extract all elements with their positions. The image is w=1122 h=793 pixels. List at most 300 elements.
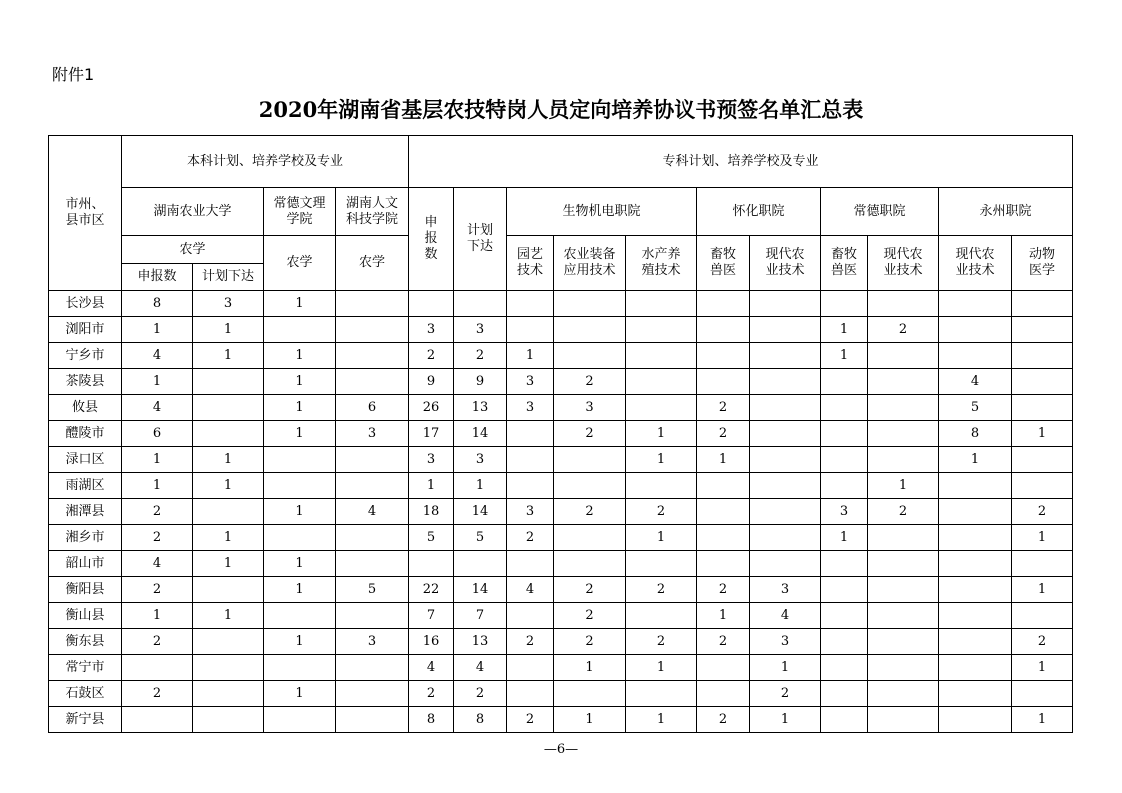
value-cell: 18 <box>409 499 454 525</box>
value-cell <box>939 603 1012 629</box>
value-cell: 2 <box>868 317 939 343</box>
value-cell <box>697 655 750 681</box>
table-row <box>49 629 1073 655</box>
value-cell: 2 <box>554 603 626 629</box>
value-cell: 3 <box>336 421 409 447</box>
value-cell <box>821 395 868 421</box>
value-cell: 2 <box>454 681 507 707</box>
value-cell <box>336 603 409 629</box>
value-cell <box>454 551 507 577</box>
value-cell <box>868 525 939 551</box>
value-cell: 1 <box>626 655 697 681</box>
value-cell: 4 <box>507 577 554 603</box>
value-cell: 1 <box>697 447 750 473</box>
value-cell: 2 <box>626 629 697 655</box>
value-cell <box>507 603 554 629</box>
value-cell: 1 <box>193 551 264 577</box>
value-cell <box>868 291 939 317</box>
value-cell <box>193 421 264 447</box>
value-cell: 4 <box>454 655 507 681</box>
table-row <box>49 395 1073 421</box>
value-cell: 2 <box>409 681 454 707</box>
value-cell: 3 <box>454 317 507 343</box>
value-cell <box>193 395 264 421</box>
value-cell <box>336 447 409 473</box>
value-cell <box>939 317 1012 343</box>
value-cell <box>336 681 409 707</box>
value-cell: 1 <box>750 707 821 733</box>
table-row <box>49 291 1073 317</box>
value-cell: 2 <box>454 343 507 369</box>
header-changde-wenli: 常德文理 学院 <box>264 188 336 236</box>
value-cell <box>1012 395 1073 421</box>
value-cell <box>868 577 939 603</box>
page-title: 2020年湖南省基层农技特岗人员定向培养协议书预签名单汇总表 <box>258 97 864 122</box>
value-cell <box>939 655 1012 681</box>
value-cell <box>939 291 1012 317</box>
value-cell: 1 <box>868 473 939 499</box>
table-row <box>49 603 1073 629</box>
value-cell <box>454 291 507 317</box>
value-cell <box>336 525 409 551</box>
value-cell: 7 <box>409 603 454 629</box>
value-cell <box>821 577 868 603</box>
value-cell: 1 <box>193 603 264 629</box>
value-cell: 1 <box>122 447 193 473</box>
value-cell <box>626 291 697 317</box>
value-cell: 2 <box>697 629 750 655</box>
value-cell: 1 <box>626 707 697 733</box>
value-cell <box>626 395 697 421</box>
value-cell <box>507 473 554 499</box>
value-cell <box>409 291 454 317</box>
value-cell: 2 <box>507 629 554 655</box>
value-cell: 1 <box>1012 421 1073 447</box>
value-cell <box>821 473 868 499</box>
value-cell: 1 <box>264 499 336 525</box>
value-cell: 3 <box>507 499 554 525</box>
value-cell <box>626 551 697 577</box>
value-cell: 1 <box>1012 707 1073 733</box>
table-row <box>49 707 1073 733</box>
region-cell: 衡东县 <box>49 629 122 655</box>
value-cell: 2 <box>122 681 193 707</box>
value-cell: 17 <box>409 421 454 447</box>
header-agronomy-changde: 农学 <box>264 236 336 291</box>
value-cell: 9 <box>454 369 507 395</box>
value-cell: 1 <box>554 707 626 733</box>
value-cell: 2 <box>554 629 626 655</box>
value-cell: 3 <box>409 447 454 473</box>
value-cell: 1 <box>626 421 697 447</box>
value-cell: 2 <box>507 525 554 551</box>
table-row <box>49 447 1073 473</box>
value-cell <box>193 655 264 681</box>
value-cell: 1 <box>264 395 336 421</box>
value-cell: 2 <box>409 343 454 369</box>
value-cell <box>868 447 939 473</box>
value-cell <box>750 473 821 499</box>
header-cd-vet: 畜牧 兽医 <box>821 236 868 291</box>
value-cell <box>939 525 1012 551</box>
header-hunan-agri-univ: 湖南农业大学 <box>122 188 264 236</box>
region-cell: 湘潭县 <box>49 499 122 525</box>
value-cell <box>554 473 626 499</box>
value-cell <box>554 551 626 577</box>
value-cell: 2 <box>122 629 193 655</box>
table-row <box>49 551 1073 577</box>
value-cell <box>336 551 409 577</box>
value-cell: 4 <box>939 369 1012 395</box>
value-cell <box>939 473 1012 499</box>
value-cell: 5 <box>409 525 454 551</box>
value-cell: 2 <box>750 681 821 707</box>
region-cell: 新宁县 <box>49 707 122 733</box>
value-cell <box>750 317 821 343</box>
value-cell <box>697 343 750 369</box>
table-row <box>49 499 1073 525</box>
region-cell: 韶山市 <box>49 551 122 577</box>
value-cell: 2 <box>626 577 697 603</box>
value-cell <box>750 291 821 317</box>
value-cell <box>626 473 697 499</box>
value-cell <box>750 395 821 421</box>
value-cell <box>697 525 750 551</box>
region-cell: 长沙县 <box>49 291 122 317</box>
value-cell <box>336 343 409 369</box>
value-cell: 2 <box>868 499 939 525</box>
value-cell <box>507 421 554 447</box>
value-cell <box>507 317 554 343</box>
value-cell: 14 <box>454 499 507 525</box>
value-cell: 22 <box>409 577 454 603</box>
value-cell: 6 <box>336 395 409 421</box>
table-row <box>49 681 1073 707</box>
value-cell <box>554 343 626 369</box>
value-cell <box>1012 447 1073 473</box>
value-cell <box>821 629 868 655</box>
value-cell: 1 <box>122 317 193 343</box>
region-cell: 茶陵县 <box>49 369 122 395</box>
header-school-bio: 生物机电职院 <box>507 188 697 236</box>
value-cell: 1 <box>454 473 507 499</box>
header-school-huaihua: 怀化职院 <box>697 188 821 236</box>
value-cell <box>193 369 264 395</box>
value-cell <box>193 629 264 655</box>
value-cell: 2 <box>122 577 193 603</box>
value-cell <box>939 707 1012 733</box>
value-cell <box>750 525 821 551</box>
value-cell <box>697 499 750 525</box>
region-cell: 衡阳县 <box>49 577 122 603</box>
value-cell: 1 <box>939 447 1012 473</box>
header-bio-aquaculture: 水产养 殖技术 <box>626 236 697 291</box>
value-cell <box>409 551 454 577</box>
header-hunan-renwen: 湖南人文 科技学院 <box>336 188 409 236</box>
value-cell <box>264 707 336 733</box>
value-cell <box>626 603 697 629</box>
value-cell: 2 <box>554 577 626 603</box>
value-cell: 1 <box>122 369 193 395</box>
value-cell <box>868 343 939 369</box>
value-cell <box>821 681 868 707</box>
value-cell <box>122 707 193 733</box>
table-row <box>49 421 1073 447</box>
value-cell: 1 <box>193 447 264 473</box>
value-cell: 2 <box>1012 629 1073 655</box>
value-cell: 3 <box>750 629 821 655</box>
value-cell <box>750 499 821 525</box>
region-cell: 常宁市 <box>49 655 122 681</box>
value-cell: 26 <box>409 395 454 421</box>
value-cell <box>750 343 821 369</box>
value-cell <box>336 473 409 499</box>
value-cell <box>122 655 193 681</box>
header-cd-modern-agri: 现代农 业技术 <box>868 236 939 291</box>
value-cell: 8 <box>409 707 454 733</box>
region-cell: 浏阳市 <box>49 317 122 343</box>
value-cell <box>939 499 1012 525</box>
value-cell: 8 <box>454 707 507 733</box>
value-cell: 1 <box>264 291 336 317</box>
value-cell <box>1012 343 1073 369</box>
value-cell <box>868 395 939 421</box>
value-cell: 2 <box>697 421 750 447</box>
value-cell: 2 <box>1012 499 1073 525</box>
header-yz-modern-agri: 现代农 业技术 <box>939 236 1012 291</box>
header-bio-horticulture: 园艺 技术 <box>507 236 554 291</box>
value-cell: 1 <box>1012 577 1073 603</box>
value-cell <box>1012 369 1073 395</box>
header-ug-plan: 计划下达 <box>193 264 264 291</box>
attachment-label: 附件1 <box>52 65 95 84</box>
value-cell: 4 <box>750 603 821 629</box>
header-agronomy: 农学 <box>122 236 264 264</box>
value-cell: 1 <box>193 343 264 369</box>
value-cell: 14 <box>454 421 507 447</box>
value-cell <box>939 343 1012 369</box>
value-cell <box>697 317 750 343</box>
value-cell: 1 <box>821 317 868 343</box>
value-cell <box>507 291 554 317</box>
value-cell: 2 <box>554 369 626 395</box>
value-cell: 1 <box>122 473 193 499</box>
value-cell <box>821 603 868 629</box>
table-row <box>49 525 1073 551</box>
value-cell <box>626 681 697 707</box>
header-col-apply: 申 报 数 <box>409 188 454 291</box>
value-cell <box>697 369 750 395</box>
header-college-group: 专科计划、培养学校及专业 <box>409 136 1073 188</box>
value-cell <box>750 369 821 395</box>
value-cell: 2 <box>626 499 697 525</box>
value-cell <box>750 447 821 473</box>
value-cell: 4 <box>409 655 454 681</box>
value-cell: 4 <box>122 343 193 369</box>
value-cell <box>1012 551 1073 577</box>
value-cell: 1 <box>264 343 336 369</box>
value-cell: 2 <box>554 421 626 447</box>
value-cell: 2 <box>507 707 554 733</box>
header-agronomy-renwen: 农学 <box>336 236 409 291</box>
value-cell <box>193 499 264 525</box>
header-school-yongzhou: 永州职院 <box>939 188 1073 236</box>
value-cell <box>821 707 868 733</box>
value-cell <box>697 681 750 707</box>
value-cell <box>336 291 409 317</box>
value-cell: 1 <box>264 629 336 655</box>
table-row <box>49 317 1073 343</box>
value-cell: 1 <box>264 577 336 603</box>
value-cell <box>821 291 868 317</box>
value-cell: 1 <box>750 655 821 681</box>
value-cell <box>939 577 1012 603</box>
table-row <box>49 369 1073 395</box>
value-cell <box>868 707 939 733</box>
header-region: 市州、 县市区 <box>49 136 122 291</box>
value-cell: 7 <box>454 603 507 629</box>
table-row <box>49 577 1073 603</box>
value-cell <box>626 369 697 395</box>
page-number: —6— <box>543 742 579 757</box>
value-cell: 1 <box>264 421 336 447</box>
value-cell <box>821 447 868 473</box>
value-cell <box>264 525 336 551</box>
value-cell <box>336 317 409 343</box>
value-cell <box>626 317 697 343</box>
value-cell <box>193 577 264 603</box>
table-row <box>49 343 1073 369</box>
value-cell: 1 <box>409 473 454 499</box>
value-cell: 8 <box>939 421 1012 447</box>
value-cell: 1 <box>1012 525 1073 551</box>
value-cell: 3 <box>193 291 264 317</box>
value-cell: 13 <box>454 629 507 655</box>
header-bio-equipment: 农业装备 应用技术 <box>554 236 626 291</box>
value-cell <box>939 551 1012 577</box>
value-cell: 3 <box>336 629 409 655</box>
header-yz-animal-med: 动物 医学 <box>1012 236 1073 291</box>
value-cell: 1 <box>554 655 626 681</box>
value-cell: 13 <box>454 395 507 421</box>
value-cell <box>868 551 939 577</box>
value-cell <box>264 655 336 681</box>
value-cell <box>507 447 554 473</box>
value-cell: 2 <box>697 707 750 733</box>
region-cell: 宁乡市 <box>49 343 122 369</box>
value-cell: 5 <box>336 577 409 603</box>
value-cell: 2 <box>122 525 193 551</box>
value-cell: 1 <box>1012 655 1073 681</box>
value-cell: 1 <box>626 525 697 551</box>
value-cell <box>821 369 868 395</box>
value-cell <box>750 421 821 447</box>
value-cell: 14 <box>454 577 507 603</box>
value-cell: 3 <box>554 395 626 421</box>
value-cell: 2 <box>554 499 626 525</box>
header-col-plan: 计划 下达 <box>454 188 507 291</box>
value-cell <box>939 629 1012 655</box>
value-cell: 1 <box>507 343 554 369</box>
value-cell <box>1012 473 1073 499</box>
value-cell <box>821 655 868 681</box>
value-cell <box>697 551 750 577</box>
value-cell: 3 <box>821 499 868 525</box>
value-cell: 4 <box>122 551 193 577</box>
header-ug-apply: 申报数 <box>122 264 193 291</box>
value-cell: 3 <box>750 577 821 603</box>
value-cell <box>1012 291 1073 317</box>
value-cell: 4 <box>336 499 409 525</box>
value-cell <box>868 629 939 655</box>
value-cell: 9 <box>409 369 454 395</box>
value-cell: 1 <box>821 525 868 551</box>
header-hh-modern-agri: 现代农 业技术 <box>750 236 821 291</box>
value-cell: 5 <box>454 525 507 551</box>
header-hh-vet: 畜牧 兽医 <box>697 236 750 291</box>
value-cell <box>336 655 409 681</box>
table-row <box>49 473 1073 499</box>
value-cell <box>264 317 336 343</box>
value-cell: 1 <box>122 603 193 629</box>
value-cell <box>193 707 264 733</box>
value-cell: 1 <box>193 525 264 551</box>
summary-table <box>48 135 1073 733</box>
value-cell <box>821 421 868 447</box>
header-school-changde: 常德职院 <box>821 188 939 236</box>
header-undergrad-group: 本科计划、培养学校及专业 <box>122 136 409 188</box>
value-cell <box>554 291 626 317</box>
value-cell: 6 <box>122 421 193 447</box>
table-row <box>49 655 1073 681</box>
value-cell: 3 <box>409 317 454 343</box>
value-cell: 1 <box>626 447 697 473</box>
value-cell: 5 <box>939 395 1012 421</box>
value-cell: 1 <box>264 369 336 395</box>
value-cell <box>554 525 626 551</box>
value-cell <box>939 681 1012 707</box>
value-cell: 2 <box>697 395 750 421</box>
value-cell <box>264 447 336 473</box>
value-cell <box>1012 603 1073 629</box>
value-cell <box>1012 317 1073 343</box>
table-body <box>49 291 1073 733</box>
value-cell: 3 <box>507 369 554 395</box>
value-cell: 3 <box>507 395 554 421</box>
value-cell <box>264 473 336 499</box>
value-cell <box>1012 681 1073 707</box>
value-cell <box>868 369 939 395</box>
value-cell: 2 <box>122 499 193 525</box>
region-cell: 湘乡市 <box>49 525 122 551</box>
region-cell: 雨湖区 <box>49 473 122 499</box>
region-cell: 攸县 <box>49 395 122 421</box>
value-cell: 16 <box>409 629 454 655</box>
value-cell <box>554 317 626 343</box>
value-cell <box>821 551 868 577</box>
value-cell <box>507 551 554 577</box>
value-cell <box>336 369 409 395</box>
value-cell <box>750 551 821 577</box>
value-cell <box>868 603 939 629</box>
value-cell <box>868 681 939 707</box>
region-cell: 衡山县 <box>49 603 122 629</box>
value-cell: 1 <box>264 551 336 577</box>
value-cell <box>626 343 697 369</box>
value-cell: 3 <box>454 447 507 473</box>
region-cell: 渌口区 <box>49 447 122 473</box>
value-cell: 2 <box>697 577 750 603</box>
